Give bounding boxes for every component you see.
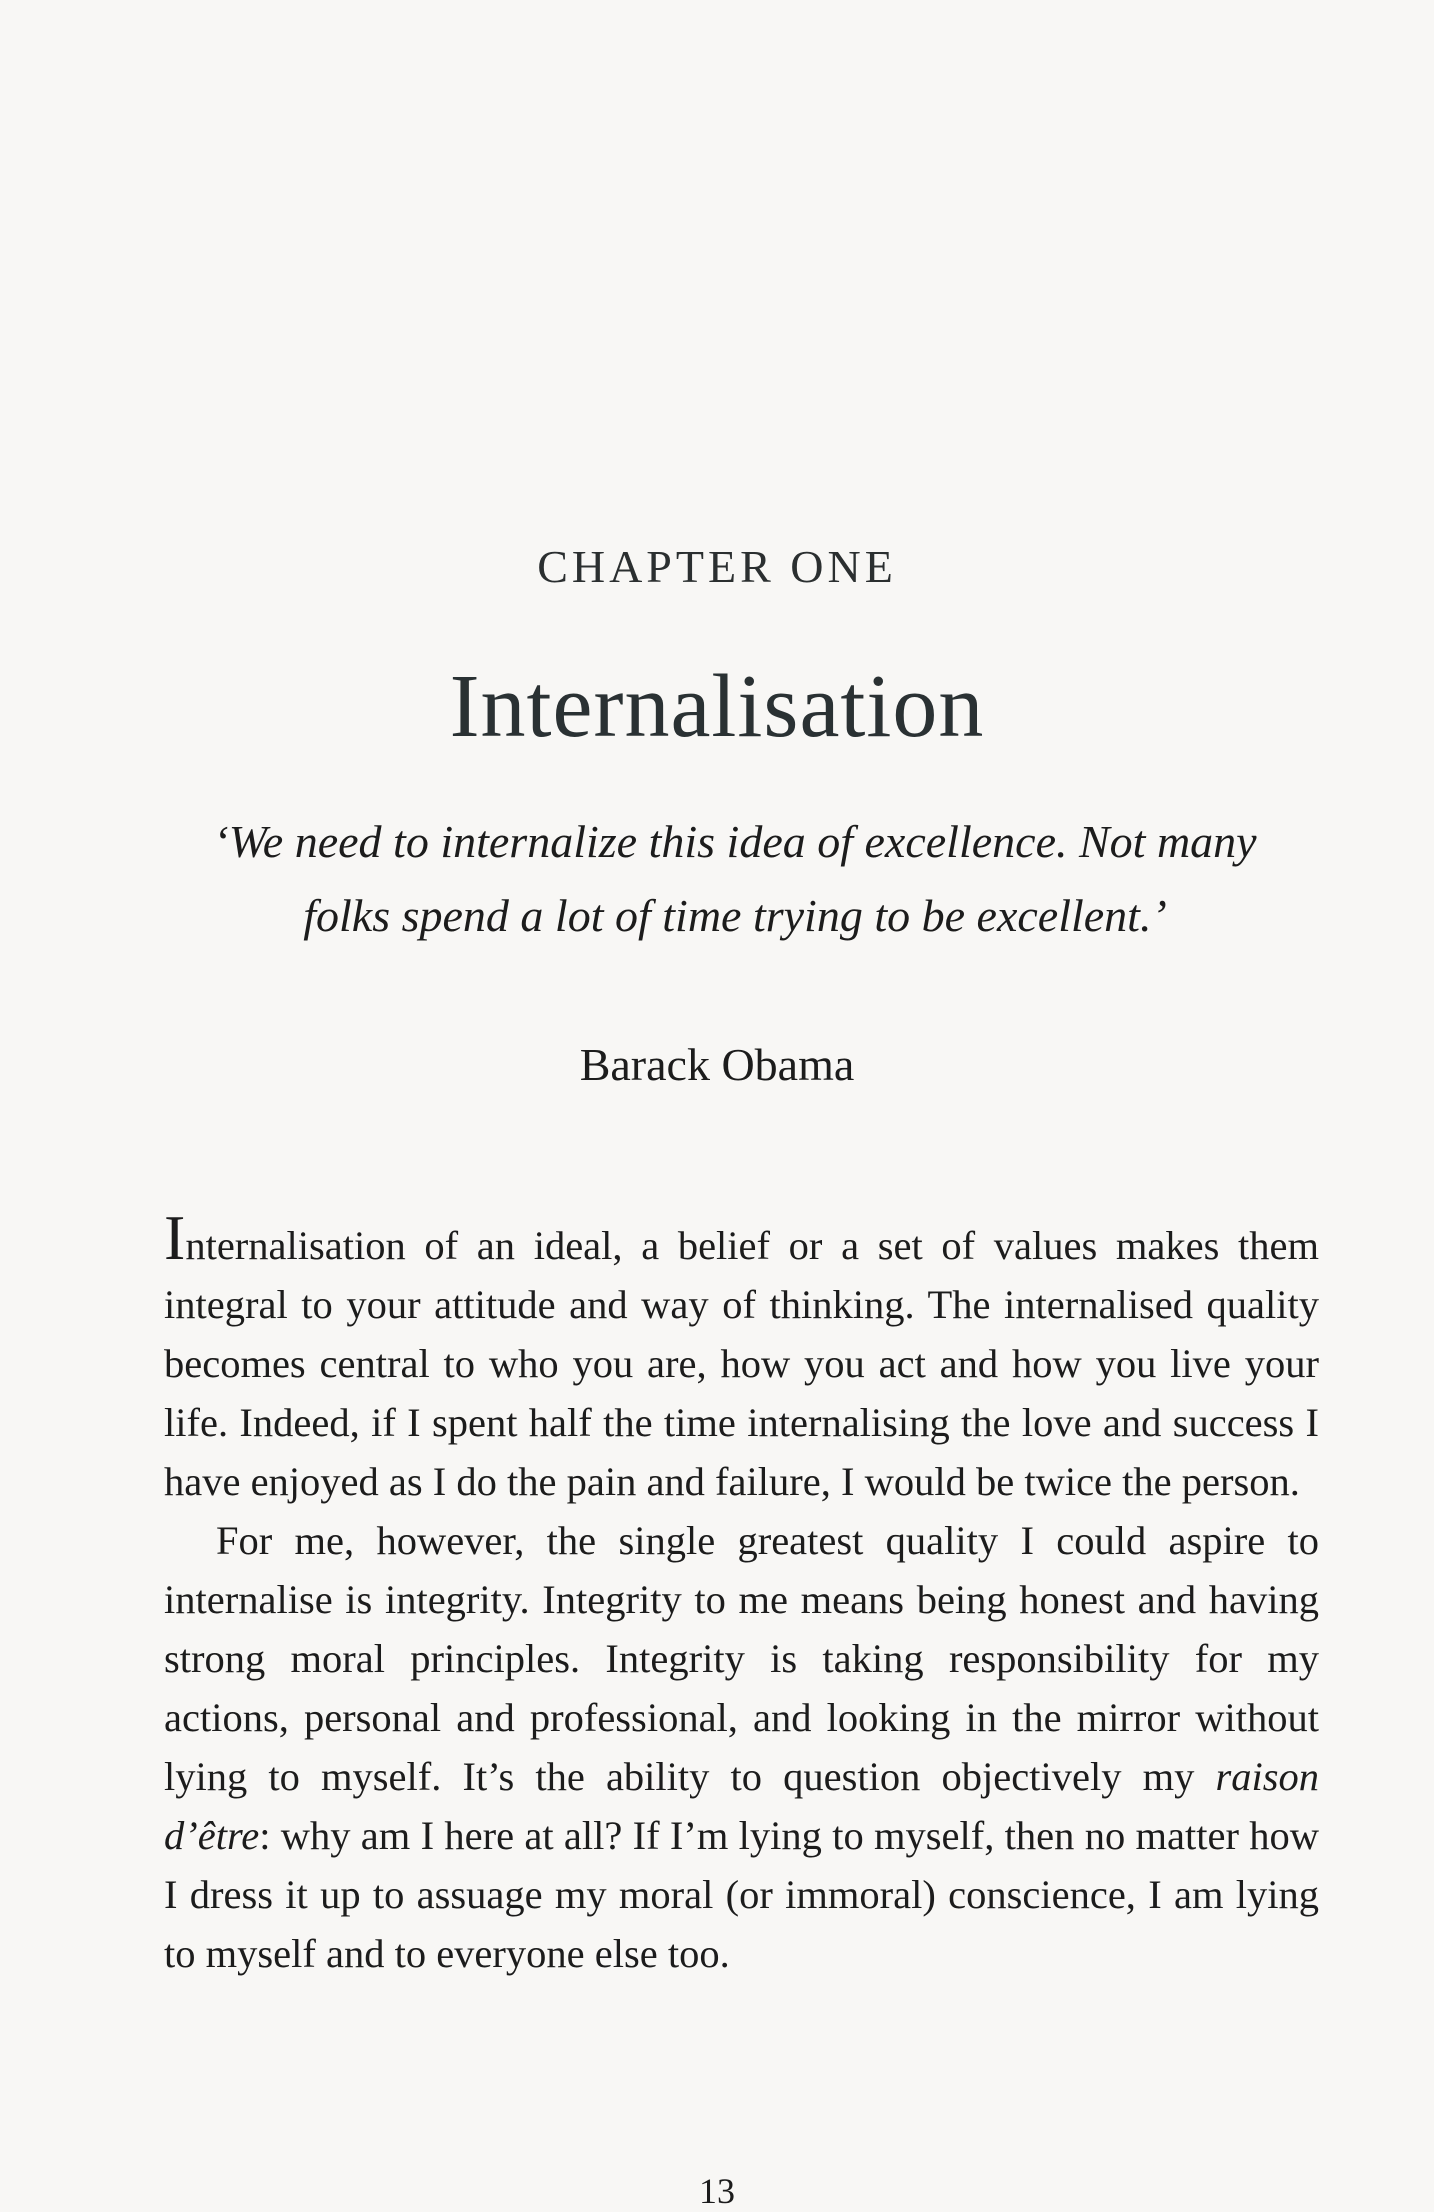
body-text — [164, 1202, 1319, 1983]
paragraph-2-italic-phrase: raison d’être — [164, 1754, 1319, 1858]
paragraph-2 — [164, 1511, 1319, 1983]
paragraph-1: Internalisation of an ideal, a belief or a set of values makes them integral to your attitude and way of thinking. The internalised quality becomes central to who you are, how you act and how you live your life. Indeed, if I spent half the time internalising the love and success I have enjoyed as I do the pain and failure, I would be twice the person. — [164, 1202, 1319, 1504]
chapter-title: Internalisation — [449, 657, 985, 756]
chapter-label: CHAPTER ONE — [537, 541, 897, 592]
paragraph-2-text-end: : why am I here at all? If I’m lying to myself, then no matter how I dress it up to assuage my moral (or immoral) conscience, I am lying to myself and to everyone else too. — [164, 1813, 1319, 1976]
epigraph-author: Barack Obama — [579, 1039, 855, 1090]
paragraph-2-text-start: For me, however, the single greatest quality I could aspire to internalise is integrity. Integrity to me means being honest and having strong moral principles. Integrity is taking responsibility for my actions, personal and professional, and looking in the mirror without lying to myself. It’s the ability to question objectively my — [164, 1518, 1319, 1799]
page-number: 13 — [699, 2171, 735, 2211]
epigraph-quote: ‘We need to internalize this idea of excellence. Not many folks spend a lot of time trying to be excellent.’ — [213, 816, 1257, 941]
